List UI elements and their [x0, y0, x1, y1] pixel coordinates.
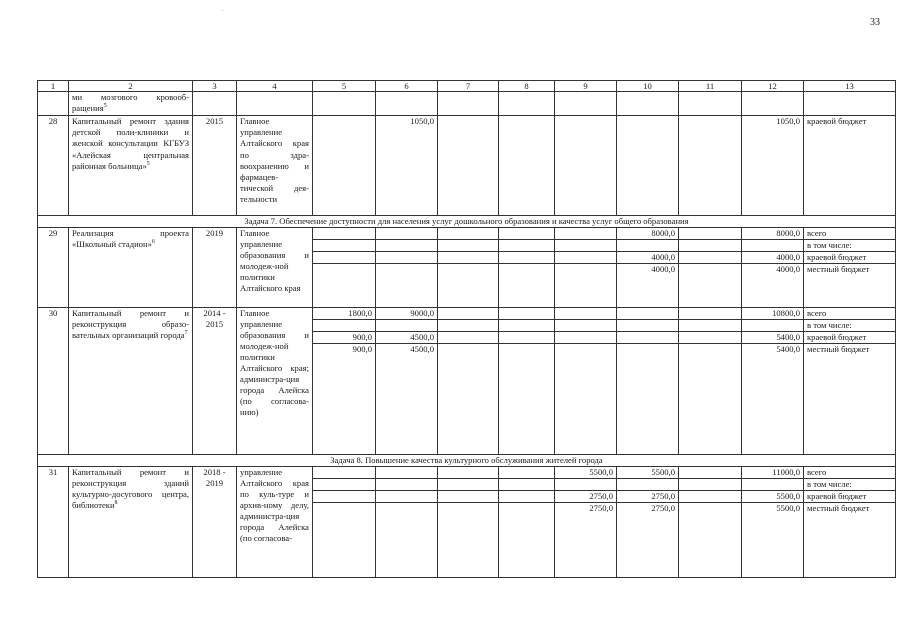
cell-budget: краевой бюджет	[804, 332, 896, 344]
cell-col10: 4000,0	[617, 264, 679, 308]
scan-speck	[222, 10, 223, 11]
cell-col12: 5400,0	[742, 332, 804, 344]
col-header: 13	[804, 81, 896, 92]
row-executor: Главное управление образования и молодеж-ной политики Алтайского края	[237, 228, 313, 308]
cell-col6: 4500,0	[376, 344, 438, 455]
cell-col12: 1050,0	[742, 116, 804, 216]
table-row-30	[38, 308, 896, 320]
col-header: 11	[679, 81, 742, 92]
row-number: 31	[38, 467, 69, 578]
table-row-29	[38, 228, 896, 240]
col-header: 6	[376, 81, 438, 92]
cell-col10: 5500,0	[617, 467, 679, 479]
task-title: Задача 8. Повышение качества культурного обслуживания жителей города	[38, 455, 896, 467]
cell-col5: 1800,0	[313, 308, 376, 320]
cell-budget: краевой бюджет	[804, 116, 896, 216]
row-name: Капитальный ремонт и реконструкция зданий культурно-досугового центра, библиотеки$^8$	[69, 467, 193, 578]
task-row-7	[38, 216, 896, 228]
row-executor: управление Алтайского края по куль-туре и архив-ному делу, администра-ция города Алейска (по согласова-	[237, 467, 313, 578]
col-header: 2	[69, 81, 193, 92]
cell-col12: 11000,0	[742, 467, 804, 479]
cell-budget: местный бюджет	[804, 264, 896, 308]
cell-budget: всего	[804, 228, 896, 240]
col-header: 8	[499, 81, 555, 92]
row-name: Капитальный ремонт и реконструкция образо-вательных организаций города$^7$	[69, 308, 193, 455]
cell-col12: 5400,0	[742, 344, 804, 455]
cell-col5: 900,0	[313, 332, 376, 344]
col-header: 5	[313, 81, 376, 92]
cell-col9	[555, 479, 617, 491]
table-row-continuation	[38, 92, 896, 116]
col-header: 3	[193, 81, 237, 92]
cell-col10: 2750,0	[617, 503, 679, 578]
cell-budget: краевой бюджет	[804, 491, 896, 503]
cell-col10	[617, 240, 679, 252]
table-row-31	[38, 467, 896, 479]
cell-budget: в том числе:	[804, 479, 896, 491]
cell-budget: в том числе:	[804, 240, 896, 252]
cell-budget: всего	[804, 467, 896, 479]
col-header: 10	[617, 81, 679, 92]
cell-col6: 1050,0	[376, 116, 438, 216]
col-header: 12	[742, 81, 804, 92]
cell-col12	[742, 240, 804, 252]
cell-col10	[617, 479, 679, 491]
header-row	[38, 81, 896, 92]
row-name: Капитальный ремонт здания детской поли-клиники и женской консультации КГБУЗ «Алейская центральная районная больница»$^5$	[69, 116, 193, 216]
program-table	[37, 80, 896, 578]
cell-col12: 4000,0	[742, 264, 804, 308]
col-header: 9	[555, 81, 617, 92]
row-executor: Главное управление Алтайского края по здра-воохранению и фармацев-тической дея-тельности	[237, 116, 313, 216]
row-number: 29	[38, 228, 69, 308]
cell-budget: в том числе:	[804, 320, 896, 332]
cell-col6: 4500,0	[376, 332, 438, 344]
cell-col12: 5500,0	[742, 491, 804, 503]
cell-col12: 8000,0	[742, 228, 804, 240]
cell-col10: 8000,0	[617, 228, 679, 240]
row-year: 2019	[193, 228, 237, 308]
cell-col6: 9000,0	[376, 308, 438, 320]
table-row-28	[38, 116, 896, 216]
task-title: Задача 7. Обеспечение доступности для населения услуг дошкольного образования и качества услуг общего образования	[38, 216, 896, 228]
row-number: 30	[38, 308, 69, 455]
col-header: 1	[38, 81, 69, 92]
cell-col9: 2750,0	[555, 503, 617, 578]
cell-col5: 900,0	[313, 344, 376, 455]
row-name: Реализация проекта «Школьный стадион»$^6$	[69, 228, 193, 308]
cell-col12	[742, 479, 804, 491]
cell-col10: 2750,0	[617, 491, 679, 503]
cell-col5	[313, 320, 376, 332]
cell-budget: краевой бюджет	[804, 252, 896, 264]
continuation-text: ми мозгового кровооб-ращения$^5$	[69, 92, 193, 116]
cell-col10: 4000,0	[617, 252, 679, 264]
page-number: 33	[870, 17, 880, 28]
cell-col9: 5500,0	[555, 467, 617, 479]
cell-col12: 4000,0	[742, 252, 804, 264]
cell-budget: местный бюджет	[804, 344, 896, 455]
col-header: 4	[237, 81, 313, 92]
cell-budget: местный бюджет	[804, 503, 896, 578]
cell-col12: 5500,0	[742, 503, 804, 578]
row-year: 2015	[193, 116, 237, 216]
cell-col12	[742, 320, 804, 332]
cell-budget: всего	[804, 308, 896, 320]
col-header: 7	[438, 81, 499, 92]
row-executor: Главное управление образования и молодеж-ной политики Алтайского края; администра-ция города Алейска (по согласова-нию)	[237, 308, 313, 455]
row-year: 2018 - 2019	[193, 467, 237, 578]
cell-col12: 10800,0	[742, 308, 804, 320]
row-number: 28	[38, 116, 69, 216]
cell-col9: 2750,0	[555, 491, 617, 503]
cell-col6	[376, 320, 438, 332]
task-row-8	[38, 455, 896, 467]
row-year: 2014 - 2015	[193, 308, 237, 455]
